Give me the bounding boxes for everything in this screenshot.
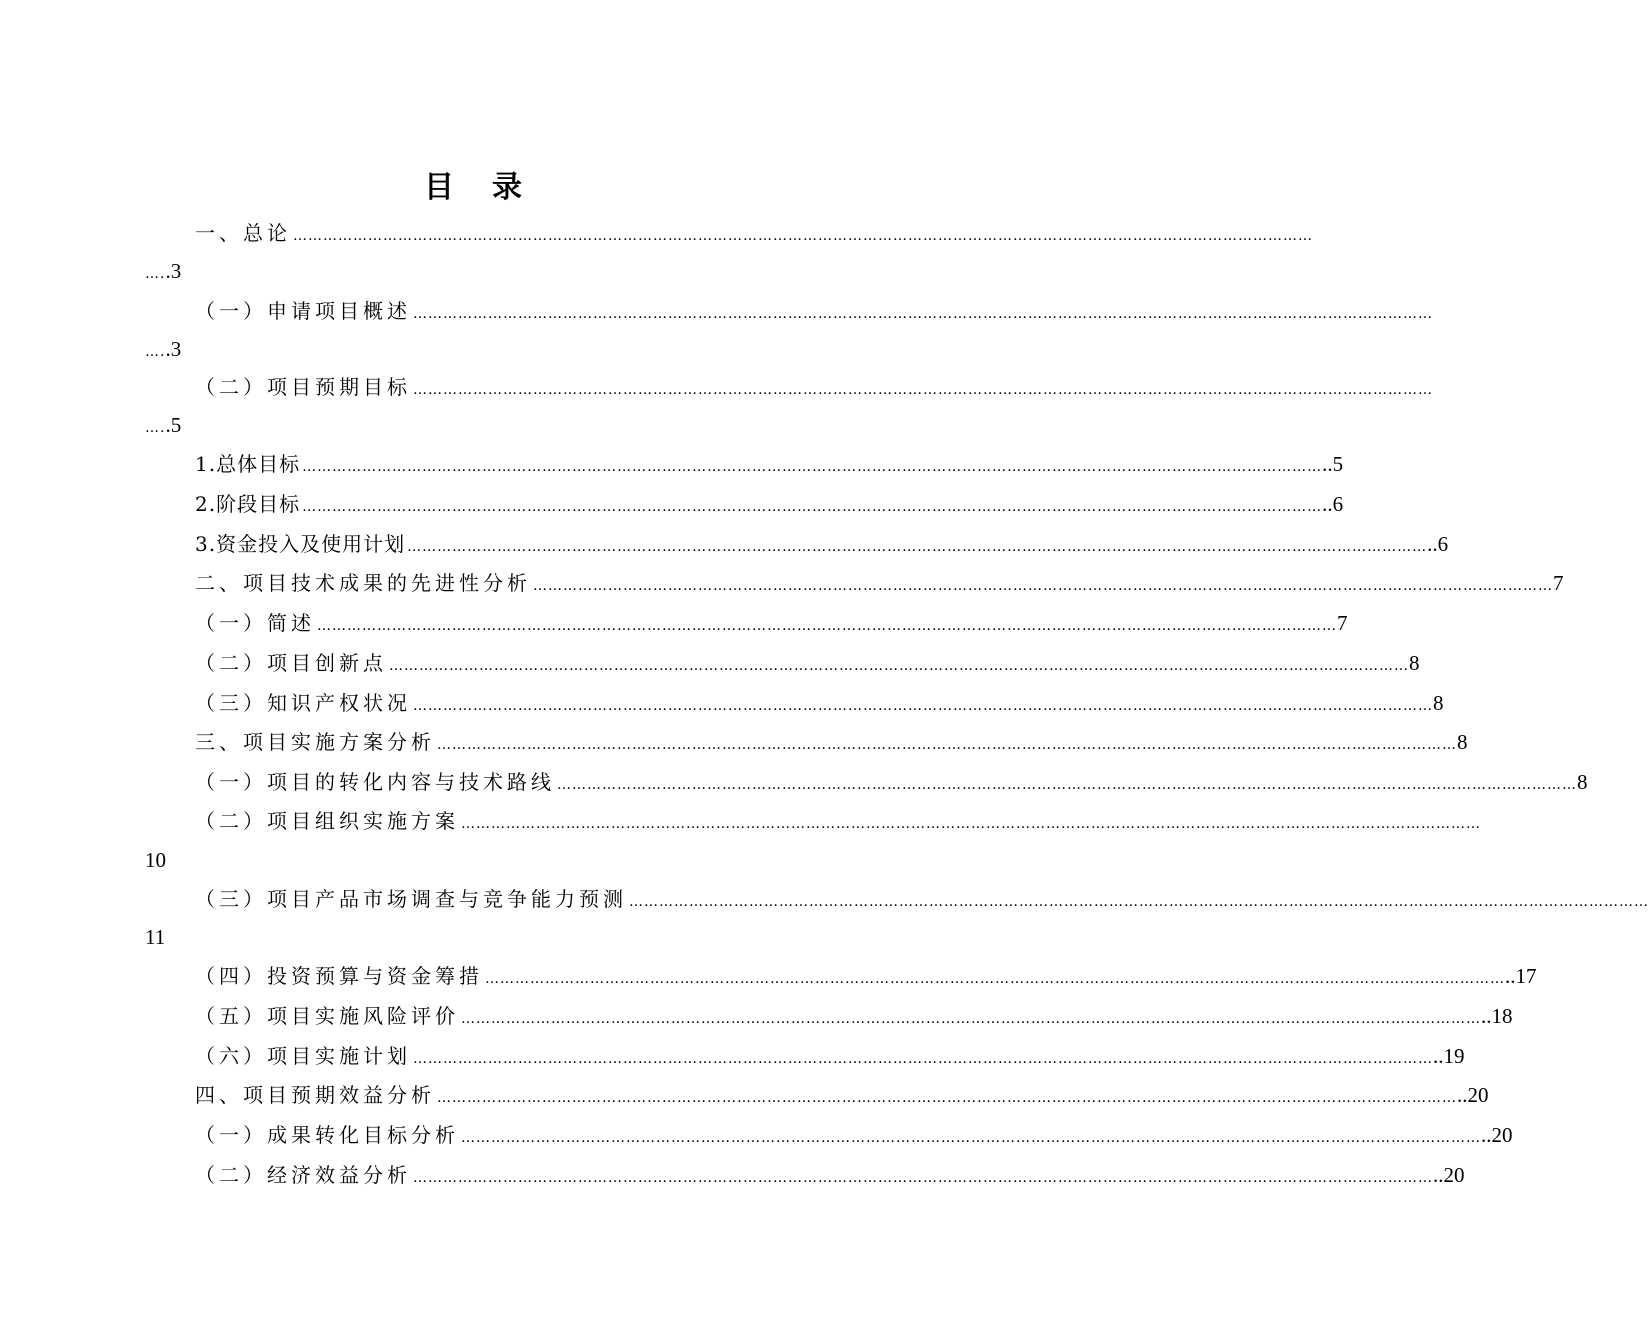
toc-entry-label: （四）投资预算与资金筹措	[195, 964, 483, 988]
toc-page-number: 11	[145, 925, 166, 949]
toc-page-number: ..17	[1505, 964, 1537, 988]
toc-leader: ……………………………………………………………………………………………………………………………………………………………………………………	[413, 698, 1433, 714]
toc-entry[interactable]	[195, 296, 1433, 326]
toc-leader: ……………………………………………………………………………………………………………………………………………………………………………………	[461, 1011, 1481, 1027]
toc-leader: ……………………………………………………………………………………………………………………………………………………………………………………	[629, 894, 1649, 910]
toc-entry-wrap	[145, 922, 165, 952]
toc-leader: ……………………………………………………………………………………………………………………………………………………………………………………	[437, 737, 1457, 753]
toc-page-number: .5	[165, 413, 182, 437]
toc-leader: ……………………………………………………………………………………………………………………………………………………………………………………	[302, 499, 1323, 515]
toc-entry-wrap	[145, 845, 166, 875]
page-title: 目 录	[424, 170, 526, 205]
toc-entry[interactable]	[195, 1160, 1465, 1190]
toc-page-number: 7	[1553, 571, 1564, 595]
toc-leader: ……………………………………………………………………………………………………………………………………………………………………………………	[485, 971, 1505, 987]
toc-entry[interactable]	[195, 688, 1444, 718]
toc-entry[interactable]	[195, 529, 1449, 559]
toc-entry-wrap	[145, 410, 181, 440]
toc-page-number: 8	[1577, 770, 1588, 794]
toc-page-number: ..6	[1427, 532, 1449, 556]
toc-entry-label: 四、项目预期效益分析	[195, 1083, 435, 1107]
toc-leader: ……………………………………………………………………………………………………………………………………………………………………………………	[557, 777, 1577, 793]
toc-leader: ……………………………………………………………………………………………………………………………………………………………………………………	[407, 539, 1428, 555]
toc-entry[interactable]	[195, 568, 1564, 598]
toc-entry-label: 3.资金投入及使用计划	[195, 532, 406, 556]
toc-entry-label: （三）知识产权状况	[195, 691, 411, 715]
toc-leader: ……………………………………………………………………………………………………………………………………………………………………………………	[413, 306, 1433, 322]
toc-entry-label: （六）项目实施计划	[195, 1044, 411, 1068]
toc-entry-label: （一）简述	[195, 611, 315, 635]
toc-entry[interactable]	[195, 961, 1537, 991]
toc-leader-tail: ….	[145, 420, 166, 436]
toc-entry[interactable]	[195, 218, 1313, 248]
toc-entry-label: 2.阶段目标	[195, 492, 301, 516]
toc-page-number: .3	[165, 337, 182, 361]
toc-entry-wrap	[145, 256, 181, 286]
toc-entry-label: 二、项目技术成果的先进性分析	[195, 571, 531, 595]
toc-entry[interactable]	[195, 884, 1649, 914]
toc-page-number: ..6	[1322, 492, 1344, 516]
toc-entry[interactable]	[195, 608, 1348, 638]
toc-leader: ……………………………………………………………………………………………………………………………………………………………………………………	[533, 578, 1553, 594]
toc-entry-wrap	[145, 334, 181, 364]
toc-leader: ……………………………………………………………………………………………………………………………………………………………………………………	[461, 1130, 1481, 1146]
toc-leader-tail: ….	[145, 344, 166, 360]
toc-leader: ……………………………………………………………………………………………………………………………………………………………………………………	[293, 228, 1313, 244]
toc-page-number: 8	[1409, 651, 1420, 675]
toc-leader: ……………………………………………………………………………………………………………………………………………………………………………………	[317, 618, 1337, 634]
toc-entry[interactable]	[195, 727, 1468, 757]
toc-page-number: 10	[145, 848, 166, 872]
toc-entry-label: （二）项目预期目标	[195, 375, 411, 399]
toc-entry-label: （二）项目组织实施方案	[195, 809, 459, 833]
toc-entry[interactable]	[195, 372, 1433, 402]
toc-page-number: ..18	[1481, 1004, 1513, 1028]
toc-leader: ……………………………………………………………………………………………………………………………………………………………………………………	[413, 1170, 1433, 1186]
toc-entry-label: （一）成果转化目标分析	[195, 1123, 459, 1147]
toc-leader: ……………………………………………………………………………………………………………………………………………………………………………………	[389, 658, 1409, 674]
toc-entry[interactable]	[195, 1080, 1489, 1110]
toc-page-number: ..5	[1322, 452, 1344, 476]
toc-page-number: .3	[165, 259, 182, 283]
toc-entry-label: 三、项目实施方案分析	[195, 730, 435, 754]
toc-entry[interactable]	[195, 806, 1481, 836]
toc-entry[interactable]	[195, 1041, 1465, 1071]
toc-leader: ……………………………………………………………………………………………………………………………………………………………………………………	[437, 1090, 1457, 1106]
toc-entry[interactable]	[195, 489, 1344, 519]
toc-leader: ……………………………………………………………………………………………………………………………………………………………………………………	[413, 382, 1433, 398]
toc-entry-label: （二）经济效益分析	[195, 1163, 411, 1187]
toc-page-number: ..19	[1433, 1044, 1465, 1068]
toc-entry-label: （一）申请项目概述	[195, 299, 411, 323]
toc-page-number: 7	[1337, 611, 1348, 635]
toc-entry[interactable]	[195, 449, 1344, 479]
toc-entry-label: （三）项目产品市场调查与竞争能力预测	[195, 887, 627, 911]
toc-leader: ……………………………………………………………………………………………………………………………………………………………………………………	[302, 459, 1323, 475]
toc-entry-label: （五）项目实施风险评价	[195, 1004, 459, 1028]
toc-page-number: ..20	[1433, 1163, 1465, 1187]
toc-entry[interactable]	[195, 1120, 1513, 1150]
toc-entry-label: 一、总论	[195, 221, 291, 245]
toc-page-number: ..20	[1457, 1083, 1489, 1107]
toc-leader: ……………………………………………………………………………………………………………………………………………………………………………………	[461, 816, 1481, 832]
toc-entry-label: （二）项目创新点	[195, 651, 387, 675]
toc-entry[interactable]	[195, 648, 1420, 678]
toc-leader-tail: ….	[145, 266, 166, 282]
toc-page-number: 8	[1457, 730, 1468, 754]
toc-entry-label: （一）项目的转化内容与技术路线	[195, 770, 555, 794]
toc-entry[interactable]	[195, 1001, 1513, 1031]
toc-leader: ……………………………………………………………………………………………………………………………………………………………………………………	[413, 1051, 1433, 1067]
toc-entry[interactable]	[195, 767, 1588, 797]
toc-page-number: ..20	[1481, 1123, 1513, 1147]
toc-entry-label: 1.总体目标	[195, 452, 301, 476]
toc-page-number: 8	[1433, 691, 1444, 715]
